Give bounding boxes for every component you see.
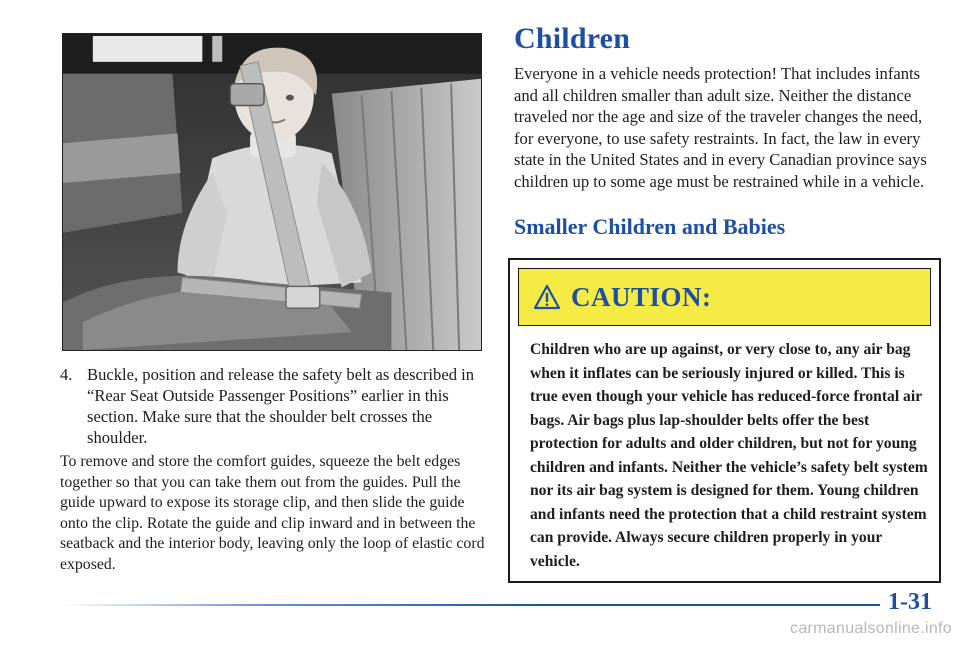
instruction-step-4 bbox=[60, 364, 480, 448]
step-number: 4. bbox=[60, 365, 73, 384]
caution-header bbox=[518, 268, 931, 326]
page-number: 1-31 bbox=[888, 589, 932, 615]
footer-rule bbox=[60, 604, 880, 606]
section-title: Children bbox=[514, 22, 631, 55]
caution-box bbox=[508, 258, 941, 583]
caution-text: Children who are up against, or very close to, any air bag when it inflates can be seriously injured or killed. This is true even though your vehicle has reduced-force frontal air bags. Air bags plus lap-shoulder belts offer the best protection for adults and older children, but not for young children and infants. Neither the vehicle’s safety belt system nor its air bag system is designed for them. Young children and infants need the protection that a child restraint system can provide. Always secure children properly in your vehicle. bbox=[530, 341, 928, 570]
comfort-guide-storage-paragraph: To remove and store the comfort guides, squeeze the belt edges together so that you can take them out from the guides. Pull the guide upward to expose its storage clip, and then slide the guide onto the clip. Rotate the guide and clip inward and in between the seatback and the interior body, leaving only the loop of elastic cord exposed. bbox=[60, 453, 485, 573]
children-intro-paragraph: Everyone in a vehicle needs protection! That includes infants and all children smaller than adult size. Neither the distance traveled nor the age and size of the traveler changes the need, for everyone, to use safety restraints. In fact, the law in every state in the United States and in every Canadian province says children up to some age must be restrained while in a vehicle. bbox=[514, 64, 927, 191]
watermark: carmanualsonline.info bbox=[790, 620, 952, 637]
subsection-title: Smaller Children and Babies bbox=[514, 214, 786, 239]
caution-label: CAUTION: bbox=[571, 281, 712, 312]
child-seatbelt-photo bbox=[62, 33, 482, 351]
warning-triangle-icon bbox=[533, 284, 561, 310]
step-text: Buckle, position and release the safety belt as described in “Rear Seat Outside Passenger Positions” earlier in this section. Make sure that the shoulder belt crosses the shoulder. bbox=[87, 365, 475, 447]
